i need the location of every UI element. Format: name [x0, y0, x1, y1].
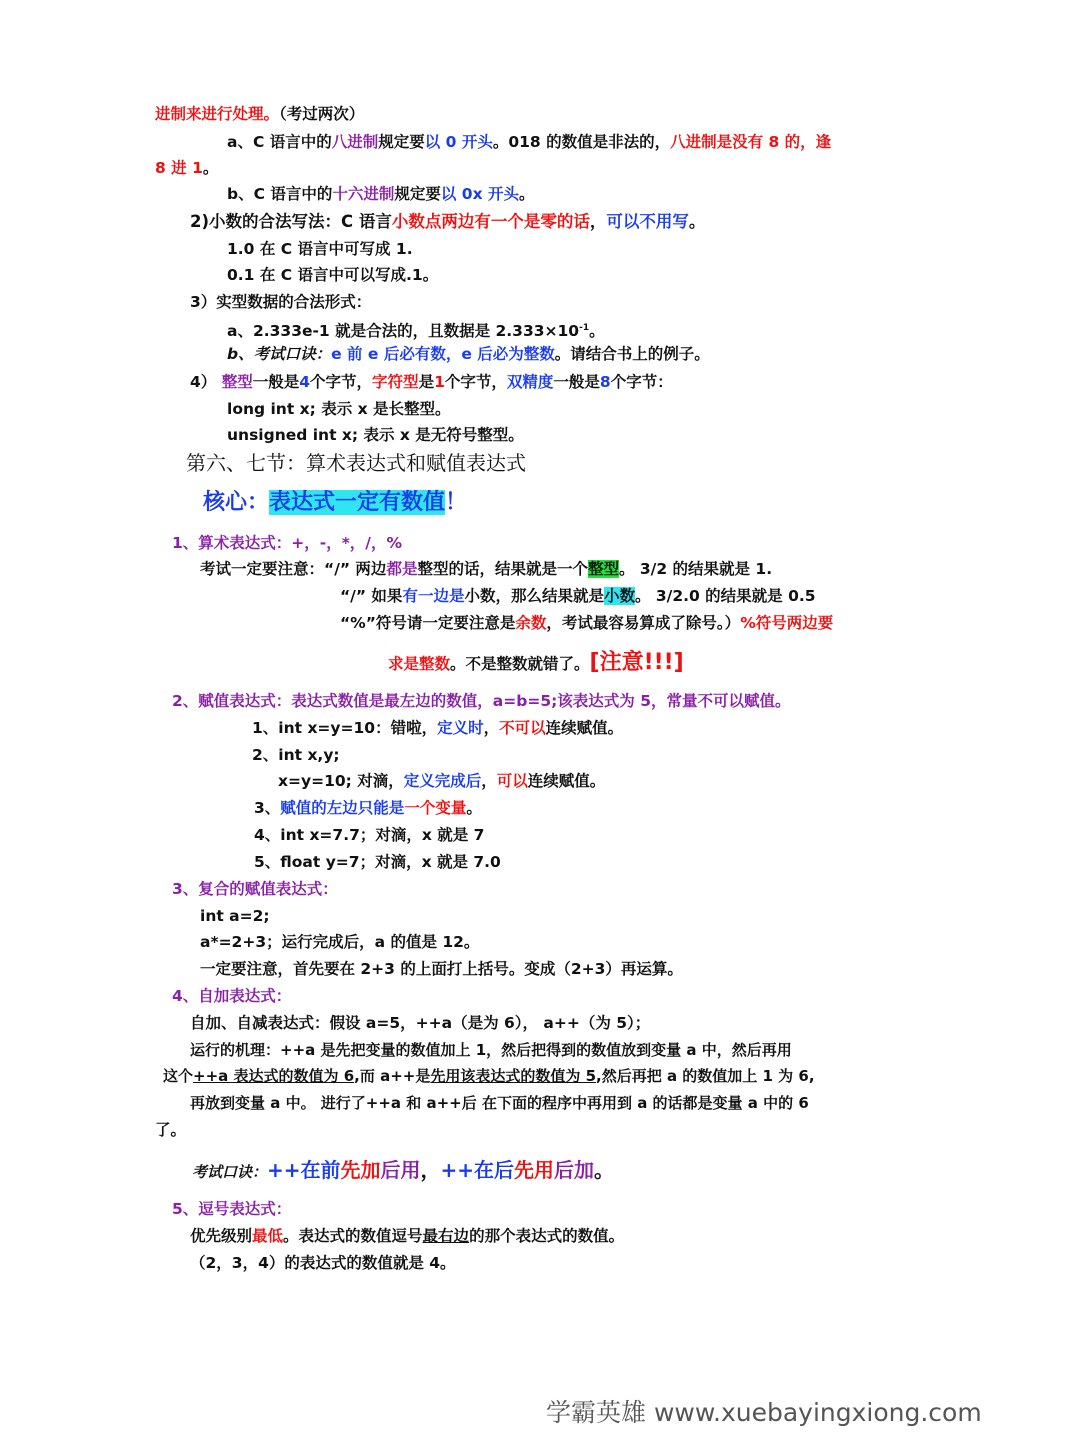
attention-note: [注意!!!]: [589, 650, 684, 675]
text-span: ,然后再把 a 的数值加上 1 为 6,: [596, 1067, 815, 1085]
text-span: 。: [202, 159, 219, 177]
text-span: 连续赋值。: [527, 772, 606, 790]
highlighted-text: 整型: [587, 560, 619, 578]
text-span: “/” 如果: [340, 587, 403, 605]
underlined-text: ++a 表达式的数值为 6: [193, 1067, 355, 1085]
text-span: 整型的话，结果就是一个: [417, 560, 588, 578]
text-span: 。018 的数值是非法的，: [492, 133, 671, 151]
text-span: 连续赋值。: [545, 719, 624, 737]
text-line: [155, 103, 364, 125]
text-line: [227, 131, 831, 153]
text-span: x=y=10; 对滴，: [278, 772, 404, 790]
text-span: 。 3/2.0 的结果就是 0.5: [634, 587, 816, 605]
text-span: （2，3，4）的表达式的数值就是 4。: [190, 1254, 456, 1272]
text-line: [254, 851, 501, 873]
text-span: a、2.333e-1 就是合法的，且数据是 2.333×10: [227, 322, 580, 341]
text-span: 以 0 开头: [424, 133, 493, 151]
text-span: 以 0x 开头: [440, 185, 519, 203]
text-line: [227, 183, 535, 205]
text-line: [227, 238, 413, 260]
text-span: 1: [434, 373, 445, 391]
text-span: ，: [420, 1158, 441, 1182]
text-line: [163, 1065, 815, 1087]
text-span: 。表达式的数值逗号: [283, 1227, 423, 1245]
text-span: 一般是: [553, 373, 600, 391]
text-line: [190, 1252, 456, 1274]
highlighted-text: 表达式一定有数值: [269, 490, 446, 515]
text-line: [190, 291, 371, 313]
text-span: 个字节：: [610, 373, 673, 391]
text-line: [190, 1012, 650, 1034]
text-span: 后加: [554, 1158, 595, 1182]
heading-arithmetic: 1、算术表达式：+，-，*，/，%: [172, 534, 403, 552]
text-span: 2)小数的合法写法：C 语言: [190, 212, 392, 231]
text-span: 。: [589, 322, 605, 341]
text-span: 。: [688, 212, 706, 231]
text-span: ，考试最容易算成了除号。）: [546, 614, 741, 632]
text-span: 都是: [386, 560, 418, 578]
text-span: ，: [481, 772, 497, 790]
core-line: [203, 487, 467, 519]
text-span: 后用: [380, 1158, 421, 1182]
text-span: 双精度: [506, 373, 554, 391]
underlined-text: 最右边: [422, 1227, 470, 1245]
text-line: [190, 1225, 624, 1247]
text-span: 有一边是: [402, 587, 465, 605]
text-span: 八进制是没有 8 的，逢: [670, 133, 832, 151]
text-line: [278, 770, 605, 792]
text-span: 优先级别: [190, 1227, 253, 1245]
text-line: [190, 1092, 809, 1114]
text-span: 0.1 在 C 语言中可以写成.1。: [227, 266, 439, 284]
text-span: 再放到变量 a 中。 进行了++a 和 a++后 在下面的程序中再用到 a 的话都是变量 a 中的 6: [190, 1094, 809, 1112]
text-span: 一定要注意，首先要在 2+3 的上面打上括号。变成（2+3）再运算。: [200, 960, 683, 978]
text-span: 是: [418, 373, 435, 391]
text-span: 。不是整数就错了。: [450, 655, 590, 673]
text-span: 4: [299, 373, 311, 391]
text-span: 小数点两边有一个是零的话: [391, 212, 590, 231]
text-line: [254, 797, 482, 819]
text-span: 的那个表达式的数值。: [469, 1227, 625, 1245]
text-span: ,而 a++是: [354, 1067, 431, 1085]
text-span: b、C 语言中的: [227, 185, 333, 203]
text-span: 十六进制: [332, 185, 395, 203]
heading-compound-assignment: 3、复合的赋值表达式：: [172, 880, 338, 898]
text-span: ！: [445, 490, 468, 515]
text-line: [190, 371, 673, 393]
text-span: b、考试口诀：: [227, 345, 332, 363]
text-span: ++在后: [440, 1158, 515, 1182]
text-line: [227, 424, 524, 446]
text-span: 核心：: [203, 490, 270, 515]
text-span: 整型: [221, 373, 253, 391]
text-span: unsigned int x; 表示 x 是无符号整型。: [227, 426, 524, 444]
superscript: -1: [579, 323, 590, 333]
text-span: 进制来进行处理。: [155, 105, 280, 123]
text-span: 8 进 1: [155, 159, 203, 177]
text-span: a*=2+3；运行完成后，a 的值是 12。: [200, 933, 480, 951]
text-line: [254, 824, 484, 846]
text-span: 先用: [514, 1158, 555, 1182]
text-span: 一个变量: [404, 799, 467, 817]
text-line: [200, 558, 772, 580]
text-line: [190, 1039, 792, 1061]
text-span: 5、float y=7；对滴，x 就是 7.0: [254, 853, 501, 871]
heading-assignment: 2、赋值表达式：表达式数值是最左边的数值，a=b=5;该表达式为 5，常量不可以赋值。: [172, 692, 791, 710]
text-span: int a=2;: [200, 907, 270, 925]
text-line: [227, 317, 605, 342]
text-span: 余数: [515, 614, 547, 632]
text-span: 。 3/2 的结果就是 1.: [618, 560, 773, 578]
text-span: 考试一定要注意：“/” 两边: [200, 560, 387, 578]
text-line: [200, 905, 270, 927]
text-span: 2、int x,y;: [252, 746, 340, 764]
text-span: 。: [594, 1158, 615, 1182]
text-span: 。: [518, 185, 535, 203]
text-line: [340, 585, 816, 607]
text-line: [155, 1119, 186, 1141]
text-span: 可以不用写: [606, 212, 689, 231]
text-span: 先加: [340, 1158, 381, 1182]
text-line: [155, 157, 218, 179]
text-span: 可以: [496, 772, 528, 790]
text-span: ，: [483, 719, 500, 737]
text-span: 3、: [254, 799, 281, 817]
text-line: [340, 612, 833, 634]
watermark: 学霸英雄 www.xuebayingxiong.com: [546, 1398, 982, 1427]
text-line: [252, 717, 623, 739]
text-span: 4、int x=7.7；对滴，x 就是 7: [254, 826, 485, 844]
text-span: 3）实型数据的合法形式：: [190, 293, 372, 311]
text-span: 自加、自减表达式：假设 a=5，++a（是为 6）， a++（为 5）；: [190, 1014, 651, 1032]
text-line: [200, 931, 479, 953]
text-span: “%”符号请一定要注意是: [340, 614, 516, 632]
text-span: e 前 e 后必有数，e 后必为整数: [331, 345, 555, 363]
text-span: 规定要: [394, 185, 441, 203]
text-span: 赋值的左边只能是: [280, 799, 405, 817]
heading-increment: 4、自加表达式：: [172, 987, 292, 1005]
text-span: 4）: [190, 373, 217, 391]
text-span: 最低: [252, 1227, 284, 1245]
mnemonic-line: [192, 1155, 614, 1187]
text-span: ，: [589, 212, 607, 231]
text-span: 一般是: [252, 373, 300, 391]
text-span: 1、int x=y=10：错啦，: [252, 719, 438, 737]
text-span: long int x; 表示 x 是长整型。: [227, 400, 451, 418]
text-span: ++在前: [267, 1158, 341, 1182]
text-span: 小数，那么结果就是: [464, 587, 604, 605]
highlighted-text: 小数: [603, 587, 635, 605]
text-span: 8: [599, 373, 611, 391]
text-span: 这个: [163, 1067, 194, 1085]
text-span: 定义完成后: [403, 772, 482, 790]
text-span: 个字节，: [444, 373, 507, 391]
text-span: 个字节，: [310, 373, 373, 391]
text-span: 了。: [155, 1121, 187, 1139]
underlined-text: 先用该表达式的数值为 5: [430, 1067, 597, 1085]
text-line: [227, 343, 710, 365]
text-line: [388, 648, 684, 679]
heading-comma-expression: 5、逗号表达式：: [172, 1200, 292, 1218]
text-span: 八进制: [331, 133, 379, 151]
text-span: 。: [466, 799, 482, 817]
text-span: a、C 语言中的: [227, 133, 332, 151]
text-span: 1.0 在 C 语言中可写成 1.: [227, 240, 413, 258]
text-span: 运行的机理：++a 是先把变量的数值加上 1，然后把得到的数值放到变量 a 中，然后再用: [190, 1041, 792, 1059]
text-span: 不可以: [499, 719, 546, 737]
text-span: 。请结合书上的例子。: [554, 345, 710, 363]
text-line: [200, 958, 683, 980]
text-line: [190, 211, 705, 233]
text-line: [227, 264, 438, 286]
section-title: 第六、七节：算术表达式和赋值表达式: [186, 451, 526, 475]
text-line: [252, 744, 340, 766]
text-span: 求是整数: [388, 655, 451, 673]
text-span: （考过两次）: [279, 105, 365, 123]
text-span: 规定要: [378, 133, 425, 151]
text-span: 定义时: [437, 719, 484, 737]
text-span: 考试口诀：: [192, 1163, 268, 1181]
text-span: 字符型: [372, 373, 419, 391]
text-line: [227, 398, 451, 420]
text-span: %符号两边要: [740, 614, 834, 632]
